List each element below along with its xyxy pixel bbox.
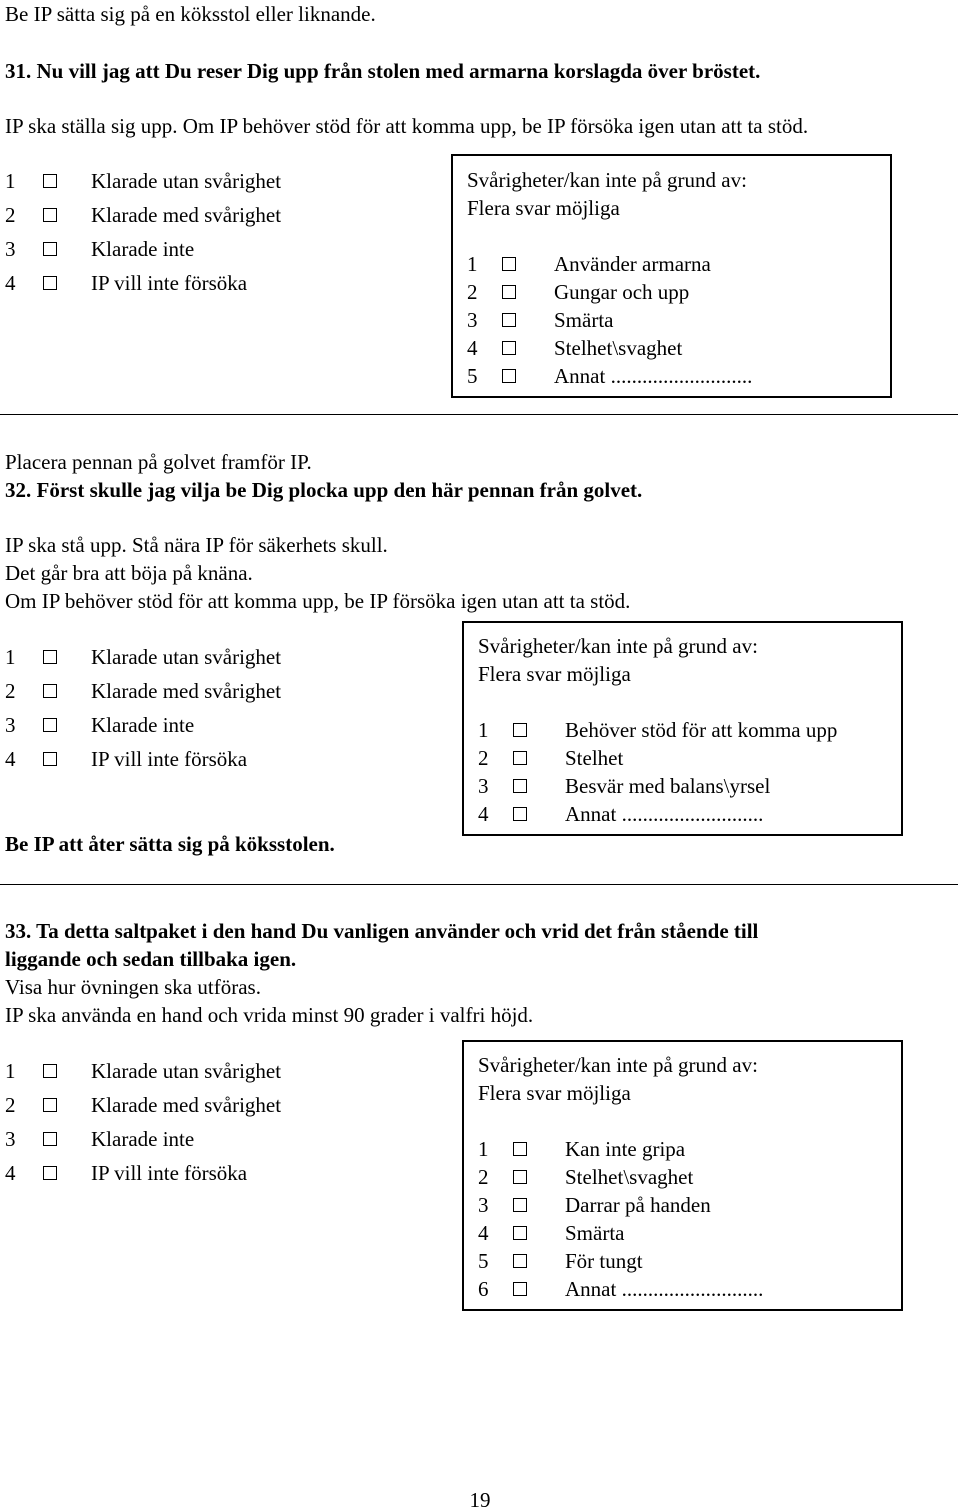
checkbox[interactable] <box>502 257 516 271</box>
checkbox[interactable] <box>502 369 516 383</box>
option-number: 2 <box>5 679 16 703</box>
option-label: Använder armarna <box>554 252 711 276</box>
option-number: 2 <box>5 1093 16 1117</box>
question-33-title-line-2: liggande och sedan tillbaka igen. <box>5 947 297 971</box>
option-number: 4 <box>467 336 478 360</box>
option-number: 2 <box>478 1165 489 1189</box>
option-number: 5 <box>467 364 478 388</box>
intro-instruction: Be IP sätta sig på en köksstol eller liknande. <box>5 2 376 26</box>
checkbox[interactable] <box>43 208 57 222</box>
option-number: 2 <box>478 746 489 770</box>
checkbox[interactable] <box>513 751 527 765</box>
page-number: 19 <box>469 1488 491 1512</box>
question-32-instruction-2: Det går bra att böja på knäna. <box>5 561 253 585</box>
checkbox[interactable] <box>43 650 57 664</box>
difficulty-title: Svårigheter/kan inte på grund av: <box>478 634 758 658</box>
q31-difficulty-box <box>451 154 892 398</box>
checkbox[interactable] <box>513 1282 527 1296</box>
q33-difficulty-box <box>462 1040 903 1311</box>
checkbox[interactable] <box>43 1064 57 1078</box>
checkbox[interactable] <box>43 242 57 256</box>
option-label: IP vill inte försöka <box>91 747 248 771</box>
option-number: 2 <box>467 280 478 304</box>
question-32-instruction-1: IP ska stå upp. Stå nära IP för säkerhets skull. <box>5 533 388 557</box>
checkbox[interactable] <box>43 1098 57 1112</box>
option-label: Annat ........................... <box>565 802 764 826</box>
option-label: Besvär med balans\yrsel <box>565 774 771 798</box>
option-label: För tungt <box>565 1249 643 1273</box>
question-32-closing: Be IP att åter sätta sig på köksstolen. <box>5 832 335 856</box>
option-number: 1 <box>478 1137 489 1161</box>
question-33-title-line-1: 33. Ta detta saltpaket i den hand Du vanligen använder och vrid det från stående till <box>5 919 759 943</box>
checkbox[interactable] <box>513 779 527 793</box>
option-label: IP vill inte försöka <box>91 271 248 295</box>
checkbox[interactable] <box>43 1166 57 1180</box>
checkbox[interactable] <box>513 1254 527 1268</box>
checkbox[interactable] <box>502 285 516 299</box>
checkbox[interactable] <box>513 1226 527 1240</box>
question-32-pre-instruction: Placera pennan på golvet framför IP. <box>5 450 312 474</box>
option-number: 3 <box>5 1127 16 1151</box>
question-32-instruction-3: Om IP behöver stöd för att komma upp, be IP försöka igen utan att ta stöd. <box>5 589 631 613</box>
difficulty-subtitle: Flera svar möjliga <box>467 196 620 220</box>
option-number: 3 <box>467 308 478 332</box>
option-label: Kan inte gripa <box>565 1137 686 1161</box>
option-label: Smärta <box>565 1221 625 1245</box>
question-33-instruction-1: Visa hur övningen ska utföras. <box>5 975 261 999</box>
checkbox[interactable] <box>502 341 516 355</box>
option-label: Klarade inte <box>91 237 195 261</box>
option-label: Annat ........................... <box>554 364 753 388</box>
option-number: 1 <box>5 645 16 669</box>
option-number: 4 <box>5 271 16 295</box>
option-number: 1 <box>5 169 16 193</box>
checkbox[interactable] <box>513 807 527 821</box>
option-number: 4 <box>478 802 489 826</box>
option-label: Gungar och upp <box>554 280 690 304</box>
checkbox[interactable] <box>513 1170 527 1184</box>
difficulty-subtitle: Flera svar möjliga <box>478 1081 631 1105</box>
option-number: 3 <box>5 713 16 737</box>
question-33-instruction-2: IP ska använda en hand och vrida minst 90 grader i valfri höjd. <box>5 1003 534 1027</box>
option-label: Darrar på handen <box>565 1193 711 1217</box>
option-label: Klarade inte <box>91 1127 195 1151</box>
checkbox[interactable] <box>43 684 57 698</box>
option-number: 6 <box>478 1277 489 1301</box>
option-label: Klarade med svårighet <box>91 203 282 227</box>
checkbox[interactable] <box>43 174 57 188</box>
q32-difficulty-box <box>462 621 903 836</box>
difficulty-title: Svårigheter/kan inte på grund av: <box>478 1053 758 1077</box>
option-number: 4 <box>5 747 16 771</box>
option-label: Klarade utan svårighet <box>91 169 282 193</box>
option-number: 3 <box>5 237 16 261</box>
option-label: IP vill inte försöka <box>91 1161 248 1185</box>
option-label: Klarade utan svårighet <box>91 1059 282 1083</box>
option-label: Smärta <box>554 308 614 332</box>
checkbox[interactable] <box>43 718 57 732</box>
option-number: 5 <box>478 1249 489 1273</box>
checkbox[interactable] <box>513 723 527 737</box>
checkbox[interactable] <box>502 313 516 327</box>
section-divider <box>0 884 958 885</box>
option-label: Behöver stöd för att komma upp <box>565 718 838 742</box>
section-divider <box>0 414 958 415</box>
option-number: 1 <box>478 718 489 742</box>
option-number: 2 <box>5 203 16 227</box>
option-label: Klarade med svårighet <box>91 1093 282 1117</box>
option-number: 1 <box>467 252 478 276</box>
option-label: Klarade utan svårighet <box>91 645 282 669</box>
difficulty-title: Svårigheter/kan inte på grund av: <box>467 168 747 192</box>
checkbox[interactable] <box>513 1198 527 1212</box>
option-number: 3 <box>478 774 489 798</box>
checkbox[interactable] <box>513 1142 527 1156</box>
question-32-title: 32. Först skulle jag vilja be Dig plocka upp den här pennan från golvet. <box>5 478 643 502</box>
checkbox[interactable] <box>43 276 57 290</box>
option-number: 3 <box>478 1193 489 1217</box>
difficulty-subtitle: Flera svar möjliga <box>478 662 631 686</box>
option-number: 4 <box>478 1221 489 1245</box>
option-number: 1 <box>5 1059 16 1083</box>
checkbox[interactable] <box>43 1132 57 1146</box>
option-label: Klarade inte <box>91 713 195 737</box>
option-label: Klarade med svårighet <box>91 679 282 703</box>
option-label: Stelhet <box>565 746 624 770</box>
question-31-title: 31. Nu vill jag att Du reser Dig upp från stolen med armarna korslagda över bröstet. <box>5 59 761 83</box>
question-31-instruction: IP ska ställa sig upp. Om IP behöver stöd för att komma upp, be IP försöka igen utan att ta stöd. <box>5 114 809 138</box>
option-label: Stelhet\svaghet <box>554 336 683 360</box>
option-label: Annat ........................... <box>565 1277 764 1301</box>
checkbox[interactable] <box>43 752 57 766</box>
option-label: Stelhet\svaghet <box>565 1165 694 1189</box>
option-number: 4 <box>5 1161 16 1185</box>
